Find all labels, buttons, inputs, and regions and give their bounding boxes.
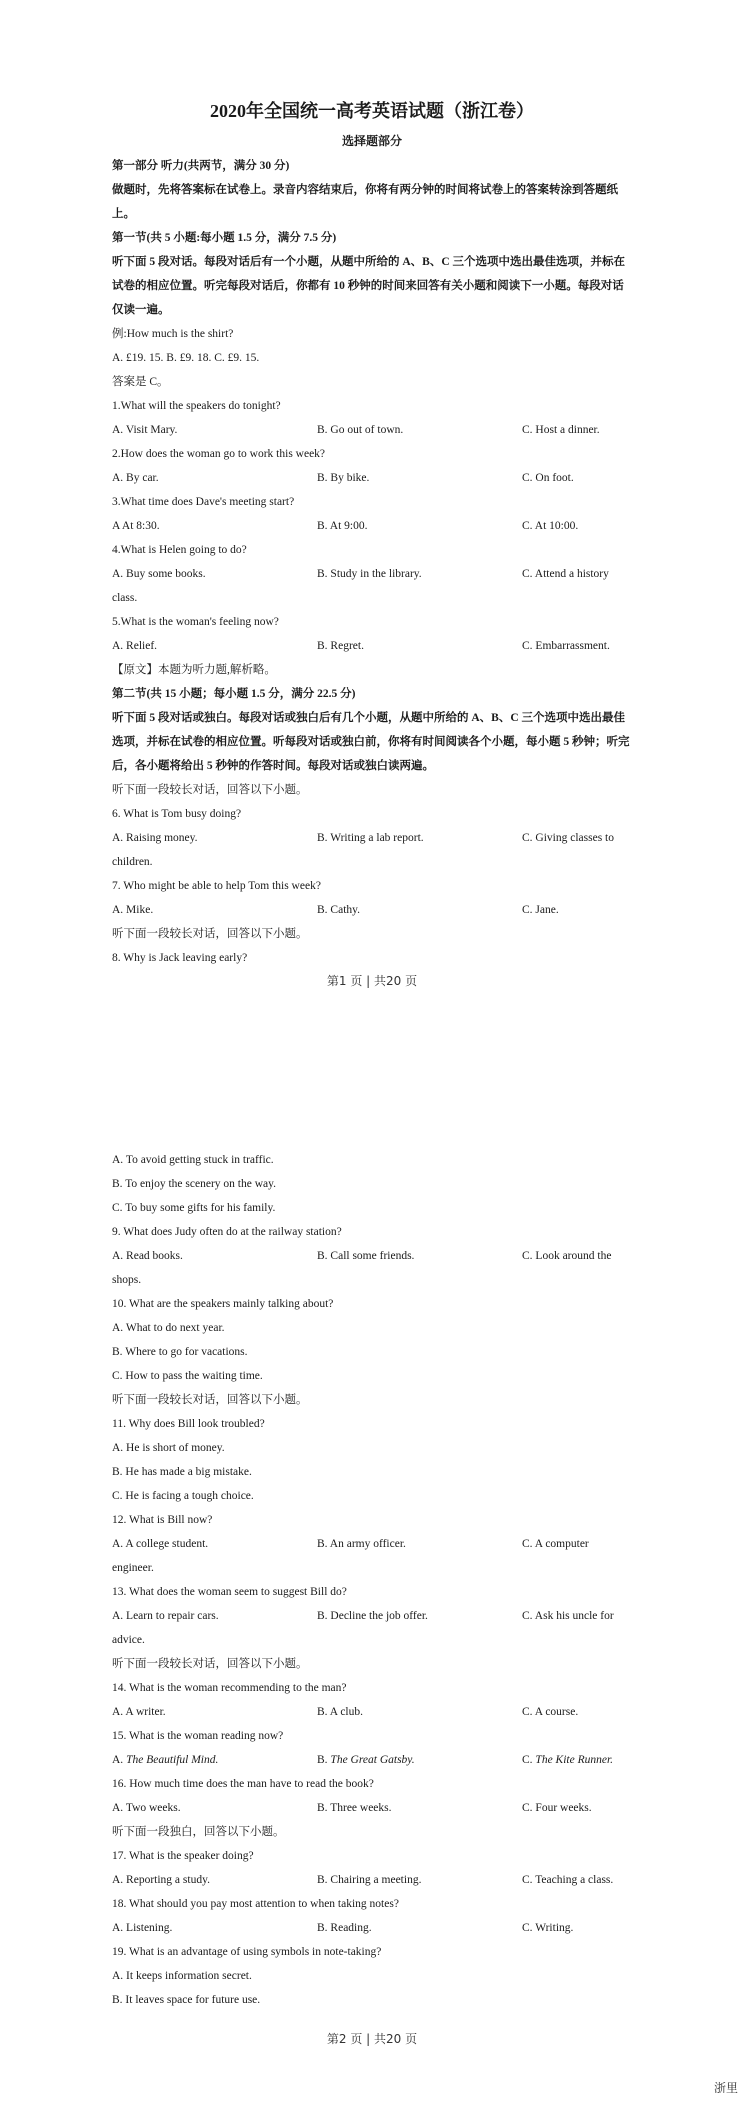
option-c: C. On foot. [522,472,574,484]
option-b: B. Reading. [317,1922,372,1934]
page-footer: 第1 页 | 共20 页 [326,974,418,988]
option-c: C. A course. [522,1706,579,1718]
option-a: A At 8:30. [112,520,160,532]
page-footer: 第2 页 | 共20 页 [326,2032,418,2046]
question-14: 14. What is the woman recommending to the man? [112,1682,347,1694]
question-12: 12. What is Bill now? [112,1514,213,1526]
option-b: B. An army officer. [317,1538,406,1550]
option-b: B. Cathy. [317,904,361,916]
analysis-note: 【原文】本题为听力题,解析略。 [112,664,276,676]
option-b: B. To enjoy the scenery on the way. [112,1178,276,1190]
option-c: C. Writing. [522,1922,574,1934]
question-4: 4.What is Helen going to do? [112,544,247,556]
question-5-options [112,634,632,658]
question-6-options [112,826,632,850]
option-c-continued: children. [112,856,153,868]
question-19: 19. What is an advantage of using symbols in note-taking? [112,1946,382,1958]
option-a: A. Visit Mary. [112,424,178,436]
book-title: The Great Gatsby. [330,1754,415,1766]
book-title: The Kite Runner. [535,1754,614,1766]
section1-heading: 第一节(共 5 小题:每小题 1.5 分，满分 7.5 分) [112,232,337,244]
option-a: A. Reporting a study. [112,1874,210,1886]
option-a: A. He is short of money. [112,1442,225,1454]
question-17: 17. What is the speaker doing? [112,1850,254,1862]
option-c: C. Host a dinner. [522,424,600,436]
option-c: C. A computer [522,1538,589,1550]
page-2-content [112,1148,632,2012]
option-a: A. It keeps information secret. [112,1970,252,1982]
question-14-options [112,1700,632,1724]
listen-instruction: 听下面一段较长对话，回答以下小题。 [112,1394,308,1406]
option-b: B. Where to go for vacations. [112,1346,248,1358]
option-a: A. By car. [112,472,159,484]
option-b: B. He has made a big mistake. [112,1466,252,1478]
option-b: B. Decline the job offer. [317,1610,428,1622]
option-c: C. Teaching a class. [522,1874,614,1886]
question-15: 15. What is the woman reading now? [112,1730,284,1742]
option-b: B. It leaves space for future use. [112,1994,261,2006]
option-c: C. At 10:00. [522,520,579,532]
option-b: B. Writing a lab report. [317,832,424,844]
question-3: 3.What time does Dave's meeting start? [112,496,295,508]
option-a: A. Relief. [112,640,158,652]
option-a: A. Buy some books. [112,568,206,580]
listen-instruction: 听下面一段独白，回答以下小题。 [112,1826,285,1838]
option-c: C. Attend a history [522,568,609,580]
question-1-options [112,418,632,442]
question-15-options [112,1748,632,1772]
option-letter: B. [317,1754,331,1766]
exam-title: 2020年全国统一高考英语试题（浙江卷） [210,101,534,121]
part1-heading: 第一部分 听力(共两节，满分 30 分) [112,160,290,172]
option-letter: C. [522,1754,536,1766]
page-1-content [112,98,632,970]
question-18: 18. What should you pay most attention to when taking notes? [112,1898,399,1910]
question-6: 6. What is Tom busy doing? [112,808,242,820]
option-a: A. A writer. [112,1706,166,1718]
listen-instruction: 听下面一段较长对话，回答以下小题。 [112,928,308,940]
option-b: B. Chairing a meeting. [317,1874,422,1886]
option-c: C. Jane. [522,904,559,916]
question-9: 9. What does Judy often do at the railway station? [112,1226,342,1238]
option-c-continued: engineer. [112,1562,154,1574]
question-10: 10. What are the speakers mainly talking about? [112,1298,334,1310]
option-a: A. To avoid getting stuck in traffic. [112,1154,274,1166]
listen-instruction: 听下面一段较长对话，回答以下小题。 [112,1658,308,1670]
option-c: C. Ask his uncle for [522,1610,614,1622]
option-a: A. Two weeks. [112,1802,181,1814]
section2-instructions: 听下面 5 段对话或独白。每段对话或独白后有几个小题，从题中所给的 A、B、C 三个选项中选出最佳选项，并标在试卷的相应位置。听每段对话或独白前，你将有时间阅读各个小题，每小题 5 秒钟；听完后，各小题将给出 5 秒钟的作答时间。每段对话或独白读两遍。 [112,712,630,772]
option-c: C. How to pass the waiting time. [112,1370,263,1382]
question-2-options [112,466,632,490]
option-a: A. What to do next year. [112,1322,225,1334]
book-title: The Beautiful Mind. [126,1754,219,1766]
option-c-continued: advice. [112,1634,145,1646]
section-subtitle: 选择题部分 [341,134,402,148]
option-a [112,1748,317,1772]
option-a: A. Read books. [112,1250,183,1262]
question-1: 1.What will the speakers do tonight? [112,400,281,412]
option-a: A. Raising money. [112,832,198,844]
option-b: B. Regret. [317,640,364,652]
option-b: B. Go out of town. [317,424,404,436]
question-3-options [112,514,632,538]
question-12-options [112,1532,632,1556]
question-13-options [112,1604,632,1628]
question-8: 8. Why is Jack leaving early? [112,952,248,964]
option-b: B. Call some friends. [317,1250,415,1262]
example-options: A. £19. 15. B. £9. 18. C. £9. 15. [112,352,260,364]
question-9-options [112,1244,632,1268]
example-answer: 答案是 C。 [112,376,169,388]
question-17-options [112,1868,632,1892]
option-a: A. Mike. [112,904,154,916]
question-4-options [112,562,632,586]
page-1 [0,0,744,1010]
question-11: 11. Why does Bill look troubled? [112,1418,265,1430]
option-b [317,1748,522,1772]
option-b: B. Study in the library. [317,568,422,580]
section1-instructions: 听下面 5 段对话。每段对话后有一个小题，从题中所给的 A、B、C 三个选项中选出最佳选项，并标在试卷的相应位置。听完每段对话后，你都有 10 秒钟的时间来回答有关小题和阅读下一小题。每段对话仅读一遍。 [112,256,626,316]
question-5: 5.What is the woman's feeling now? [112,616,279,628]
option-c: C. He is facing a tough choice. [112,1490,254,1502]
section2-heading: 第二节(共 15 小题；每小题 1.5 分，满分 22.5 分) [112,688,356,700]
option-b: B. By bike. [317,472,370,484]
option-a: A. Listening. [112,1922,173,1934]
question-18-options [112,1916,632,1940]
option-a: A. Learn to repair cars. [112,1610,219,1622]
page-2 [0,1010,744,2104]
question-7-options [112,898,632,922]
option-c: C. Embarrassment. [522,640,610,652]
option-c: C. Look around the [522,1250,612,1262]
option-c: C. Giving classes to [522,832,614,844]
question-2: 2.How does the woman go to work this week? [112,448,326,460]
option-letter: A. [112,1754,127,1766]
option-c [522,1748,632,1772]
corner-label: 浙里 [713,2081,738,2095]
question-16-options [112,1796,632,1820]
option-b: B. At 9:00. [317,520,368,532]
question-16: 16. How much time does the man have to read the book? [112,1778,374,1790]
option-b: B. A club. [317,1706,364,1718]
example-question: 例:How much is the shirt? [112,328,234,340]
option-b: B. Three weeks. [317,1802,392,1814]
option-a: A. A college student. [112,1538,209,1550]
listen-instruction: 听下面一段较长对话，回答以下小题。 [112,784,308,796]
question-7: 7. Who might be able to help Tom this week? [112,880,321,892]
option-c: C. Four weeks. [522,1802,592,1814]
option-c: C. To buy some gifts for his family. [112,1202,276,1214]
option-c-continued: shops. [112,1274,142,1286]
question-13: 13. What does the woman seem to suggest Bill do? [112,1586,347,1598]
part1-instructions: 做题时，先将答案标在试卷上。录音内容结束后，你将有两分钟的时间将试卷上的答案转涂到答题纸上。 [112,184,618,220]
option-c-continued: class. [112,592,138,604]
